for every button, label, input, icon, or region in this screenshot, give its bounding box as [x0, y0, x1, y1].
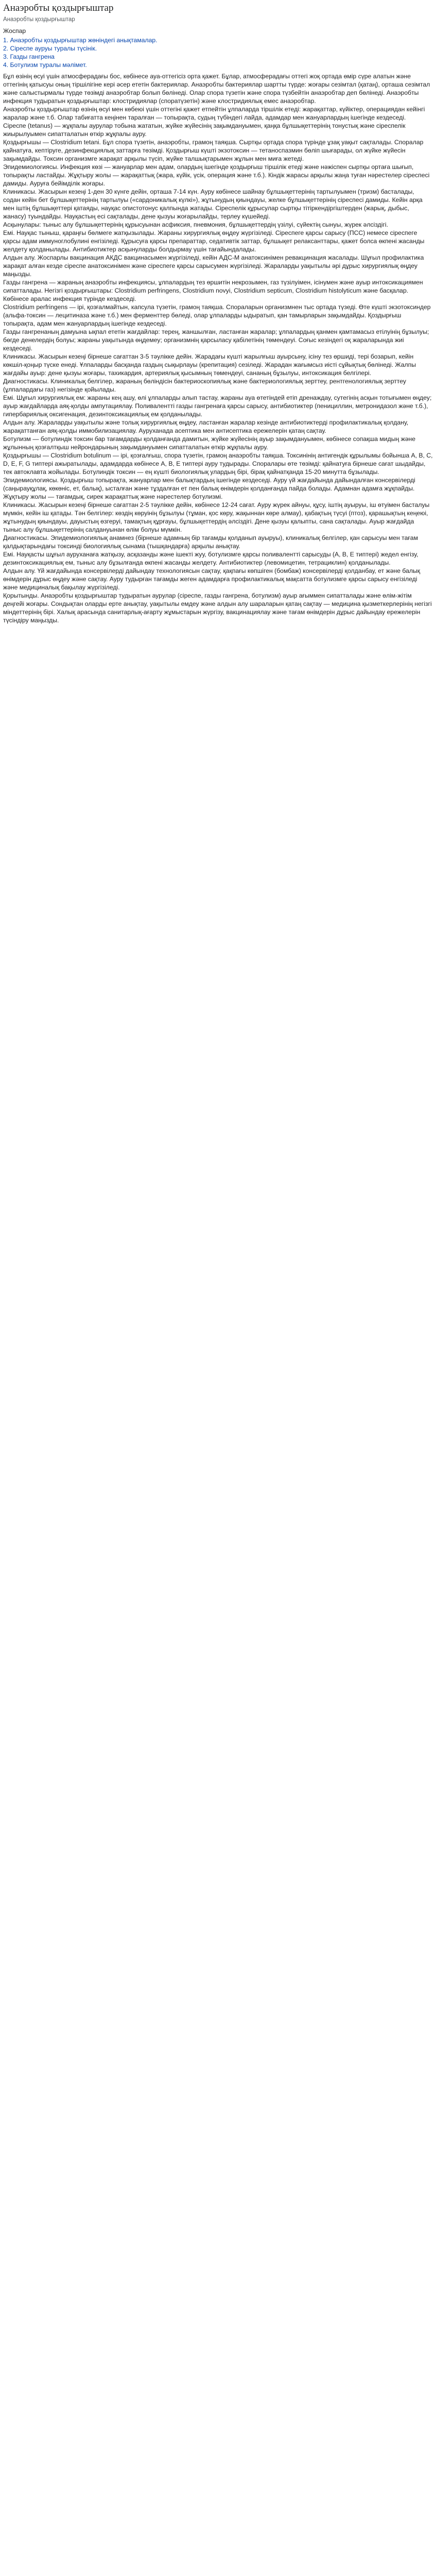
paragraph: Эпидемиологиясы. Инфекция көзі — жануарлар мен адам, олардың ішегінде қоздырғыш тіршілік етеді және нәжіспен сыртқы ортаға шығып, топырақты ластайды. Жұқтыру жолы — жарақаттық (жара, күйік, үсік, операция және т.б.). Кіндік жарасы арқылы жаңа туған нәрестелер сіреспесі дамиды. Ауруға бейімділік жоғары.	[3, 163, 430, 187]
paragraph: Диагностикасы. Эпидемиологиялық анамнез (бірнеше адамның бір тағамды қолданып ауыруы), клиникалық белгілер, қан сарысуы мен тағам қалдықтарындағы токсинді биологиялық сынама (тышқандарға) арқылы анықтау.	[3, 534, 418, 550]
toc-link[interactable]: 3. Газды гангрена	[3, 53, 55, 60]
paragraph: Алдын алу. Жоспарлы вакцинация АКДС вакцинасымен жүргізіледі, кейін АДС-М анатоксинімен ревакцинация жасалады. Шұғыл профилактика жарақат алған кезде сіреспе анатоксинімен және сіреспеге қарсы сарысумен жүргізіледі. Жараларды уақытылы әрі дұрыс хирургиялық өңдеу маңызды.	[3, 254, 424, 278]
toc-link[interactable]: 2. Сіреспе ауруы туралы түсінік.	[3, 45, 97, 52]
paragraph: Емі. Шұғыл хирургиялық ем: жараны кең ашу, өлі ұлпаларды алып тастау, жараны ауа өтетіндей етіп дренаждау, сутегінің асқын тотығымен өңдеу; ауыр жағдайларда аяқ-қолды ампутациялау. Поливалентті газды гангренаға қарсы сарысу, антибиотиктер (пенициллин, метронидазол және т.б.), гипербариялық оксигенация, дезинтоксикациялық ем қолданылады.	[3, 394, 432, 418]
toc-title: Жоспар	[3, 27, 26, 35]
toc-item[interactable]	[3, 44, 433, 53]
paragraph: Асқынулары: тыныс алу бұлшықеттерінің құрысуынан асфиксия, пневмония, бұлшықеттердің үзілуі, сүйектің сынуы, жүрек әлсіздігі.	[3, 221, 389, 228]
toc-item[interactable]	[3, 36, 433, 44]
paragraph: Емі. Науқасты шұғыл ауруханаға жатқызу, асқазанды және ішекті жуу, ботулизмге қарсы поливалентті сарысуды (A, B, E типтері) жедел енгізу, дезинтоксикациялық ем, тыныс алу бұзылғанда өкпені жасанды желдету. Антибиотиктер (левомицетин, тетрациклин) қолданылады.	[3, 551, 418, 566]
paragraph: Ботулизм — ботулиндік токсин бар тағамдарды қолданғанда дамитын, жүйке жүйесінің ауыр зақымдануымен, көбінесе сопақша мидың және жұлынның қозғалтқыш нейрондарының зақымдануымен сипатталатын өткір жұқпалы ауру.	[3, 435, 416, 451]
paragraph: Clostridium perfringens — ірі, қозғалмайтын, капсула түзетін, грамоң таяқша. Спораларын организмнен тыс ортада түзеді. Өте күшті экзотоксиндер (альфа-токсин — лецитиназа және т.б.) мен ферменттер бөледі, олар ұлпаларды ыдыратып, қан тамырларын зақымдайды. Қоздырғыш топырақта, адам мен жануарлардың ішегінде кездеседі.	[3, 303, 431, 327]
paragraph: Қоздырғышы — Clostridium botulinum — ірі, қозғалғыш, спора түзетін, грамоң анаэробты таяқша. Токсинінің антигендік құрылымы бойынша A, B, C, D, E, F, G типтері ажыратылады, адамдарда көбінесе A, B, E типтері ауру тудырады. Споралары өте төзімді: қайнатуға бірнеше сағат шыдайды, тек автоклавта жойылады. Ботулиндік токсин — ең күшті биологиялық улардың бірі, бірақ қайнатқанда 15-20 минутта бұзылады.	[3, 452, 433, 476]
paragraph: Қорытынды. Анаэробты қоздырғыштар тудыратын аурулар (сіреспе, газды гангрена, ботулизм) ауыр ағыммен сипатталады және өлім-жітім деңгейі жоғары. Сондықтан оларды ерте анықтау, уақытылы емдеу және алдын алу шараларын қатаң сақтау — медицина қызметкерлерінің негізгі міндеттерінің бірі. Халық арасында санитарлық-ағарту жұмыстарын жүргізу, вакцинациялау және тағам өнімдерін дұрыс дайындау ережелерін түсіндіру маңызды.	[3, 592, 432, 624]
paragraph: Емі. Науқас тыныш, қараңғы бөлмеге жатқызылады. Жараны хирургиялық өңдеу жүргізіледі. Сіреспеге қарсы сарысу (ПСС) немесе сіреспеге қарсы адам иммуноглобулині енгізіледі. Құрысуға қарсы препараттар, седативтік заттар, бұлшықет релаксанттары, қажет болса өкпені жасанды желдету қолданылады. Антибиотиктер асқынуларды болдырмау үшін тағайындалады.	[3, 229, 425, 253]
paragraph: Эпидемиологиясы. Қоздырғыш топырақта, жануарлар мен балықтардың ішегінде кездеседі. Ауру үй жағдайында дайындалған консервілерді (саңырауқұлақ, көкөніс, ет, балық), ысталған және тұздалған ет пен балық өнімдерін қолданғанда пайда болады. Адамнан адамға жұқпайды. Жұқтыру жолы — тағамдық, сирек жарақаттық және нәрестелер ботулизмі.	[3, 477, 415, 500]
paragraph: Газды гангрена — жараның анаэробты инфекциясы, ұлпалардың тез өршитін некрозымен, газ түзілуімен, ісінумен және ауыр интоксикациямен сипатталады. Негізгі қоздырғыштары: Clostridium perfringens, Clostridium novyi, Clostridium septicum, Clostridium histolyticum және басқалар. Көбінесе аралас инфекция түрінде кездеседі.	[3, 279, 423, 302]
paragraph: Клиникасы. Жасырын кезеңі 1-ден 30 күнге дейін, орташа 7-14 күн. Ауру көбінесе шайнау бұлшықеттерінің тартылуымен (тризм) басталады, содан кейін бет бұлшықеттерінің тартылуы («сардоникалық күлкі»), жұтынудың қиындауы, желке бұлшықеттерінің сіреспесі дамиды. Кейін арқа мен іштің бұлшықеттері қатаяды, науқас опистотонус қалпында жатады. Сіреспелік құрысулар сыртқы тітіркендіргіштерден (жарық, дыбыс, жанасу) туындайды. Науқастың есі сақталады, дене қызуы жоғарылайды, терлеу күшейеді.	[3, 188, 423, 220]
paragraph: Клиникасы. Жасырын кезеңі бірнеше сағаттан 3-5 тәулікке дейін. Жарадағы күшті жарылғыш ауырсыну, ісіну тез өршиді, тері бозарып, кейін көкшіл-қоңыр түске енеді. Ұлпаларды басқанда газдың сықырлауы (крепитация) сезіледі. Жарадан жағымсыз иісті сұйықтық бөлінеді. Жалпы жағдайы ауыр: дене қызуы жоғары, тахикардия, артериялық қысымның төмендеуі, сананың бұзылуы, интоксикация белгілері.	[3, 353, 416, 377]
toc-link[interactable]: 1. Анаэробты қоздырғыштар жөніндегі анықтамалар.	[3, 37, 158, 44]
paragraph: Алдын алу. Жараларды уақытылы және толық хирургиялық өңдеу, ластанған жаралар кезінде антибиотиктерді профилактикалық қолдану, жарақаттанған аяқ-қолды иммобилизациялау. Ауруханада асептика мен антисептика ережелерін қатаң сақтау.	[3, 419, 409, 434]
table-of-contents	[3, 36, 433, 69]
paragraph: Бұл өзінің өсуі үшін атмосферадағы бос, көбінесе ауа-оттегісіз орта қажет. Бұлар, атмосферадағы оттегі жоқ ортада өмір сүре алатын және оттегінің қатысуы оның тіршілігіне кері әсер ететін бактериялар. Анаэробты бактериялар шартты түрде: жоғары сезімтал (қатаң), орташа сезімтал және салыстырмалы түрде төзімді анаэробтар болып бөлінеді. Олар спора түзетін және спора түзбейтін анаэробтар деп бөлінеді. Анаэробты инфекция тудыратын қоздырғыштар: клостридиялар (споратүзетін) және клостридиялық емес анаэробтар.	[3, 73, 430, 105]
toc-item[interactable]	[3, 61, 433, 69]
paragraph: Қоздырғышы — Clostridium tetani. Бұл спора түзетін, анаэробты, грамоң таяқша. Сыртқы ортада спора түрінде ұзақ уақыт сақталады. Споралар қайнатуға, кептіруге, дезинфекциялық заттарға төзімді. Қоздырғыш күшті экзотоксин — тетаноспазмин бөліп шығарады, ол жүйке жүйесін зақымдайды. Токсин организмге жарақат арқылы түсіп, жүйке талшықтарымен жұлын мен миға жетеді.	[3, 139, 424, 162]
paragraph: Алдын алу. Үй жағдайында консервілерді дайындау технологиясын сақтау, қақпағы көпшіген (бомбаж) консервілерді қолданбау, ет және балық өнімдерін дұрыс өңдеу және сақтау. Ауру тудырған тағамды жеген адамдарға профилактикалық мақсатта ботулизмге қарсы сарысу енгізіледі және медициналық бақылау жүргізіледі.	[3, 567, 421, 591]
article-subtitle: Анаэробты қоздырғыштар	[3, 16, 75, 23]
article-title: Анаэробты қоздырғыштар	[3, 3, 114, 13]
article-page	[0, 0, 436, 624]
paragraph: Газды гангренаның дамуына ықпал ететін жағдайлар: терең, жаншылған, ластанған жаралар; ұлпалардың қанмен қамтамасыз етілуінің бұзылуы; бөгде денелердің болуы; жараны уақытында өңдемеу; организмнің қарсыласу қабілетінің төмендеуі. Соғыс кезіндегі оқ жараларында жиі кездеседі.	[3, 328, 429, 352]
paragraph: Диагностикасы. Клиникалық белгілер, жараның бөліндісін бактериоскопиялық және бактериологиялық зерттеу, рентгенологиялық зерттеу (ұлпалардағы газ) негізінде қойылады.	[3, 378, 406, 393]
paragraph: Анаэробты қоздырғыштар өзінің өсуі мен көбеюі үшін оттегіні қажет етпейтін ұлпаларда тіршілік етеді: жарақаттар, күйіктер, операциядан кейінгі жаралар және т.б. Олар табиғатта кеңінен таралған — топырақта, судың түбіндегі лайда, адамдар мен жануарлардың ішегінде кездеседі.	[3, 106, 425, 121]
toc-link[interactable]: 4. Ботулизм туралы мәлімет.	[3, 61, 87, 69]
toc-item[interactable]	[3, 53, 433, 61]
paragraph: Клиникасы. Жасырын кезеңі бірнеше сағаттан 2-5 тәулікке дейін, көбінесе 12-24 сағат. Ауру жүрек айнуы, құсу, іштің ауыруы, іш өтуімен басталуы мүмкін, кейін іш қатады. Тән белгілер: көздің көруінің бұзылуы (тұман, қос көру, жақыннан көре алмау), қабақтың түсуі (птоз), қарашықтың кеңеюі, жұтынудың қиындауы, дауыстың өзгеруі, тамақтың құрғауы, бұлшықеттердің әлсіздігі. Дене қызуы қалыпты, сана сақталады. Ауыр жағдайда тыныс алу бұлшықеттерінің салдануынан өлім болуы мүмкін.	[3, 501, 430, 533]
paragraph: Сіреспе (tetanus) — жұқпалы аурулар тобына жататын, жүйке жүйесінің зақымдануымен, қаңқа бұлшықеттерінің тонустық және сіреспелік жиырылуымен сипатталатын өткір жұқпалы ауру.	[3, 122, 406, 138]
article-body	[3, 72, 433, 624]
